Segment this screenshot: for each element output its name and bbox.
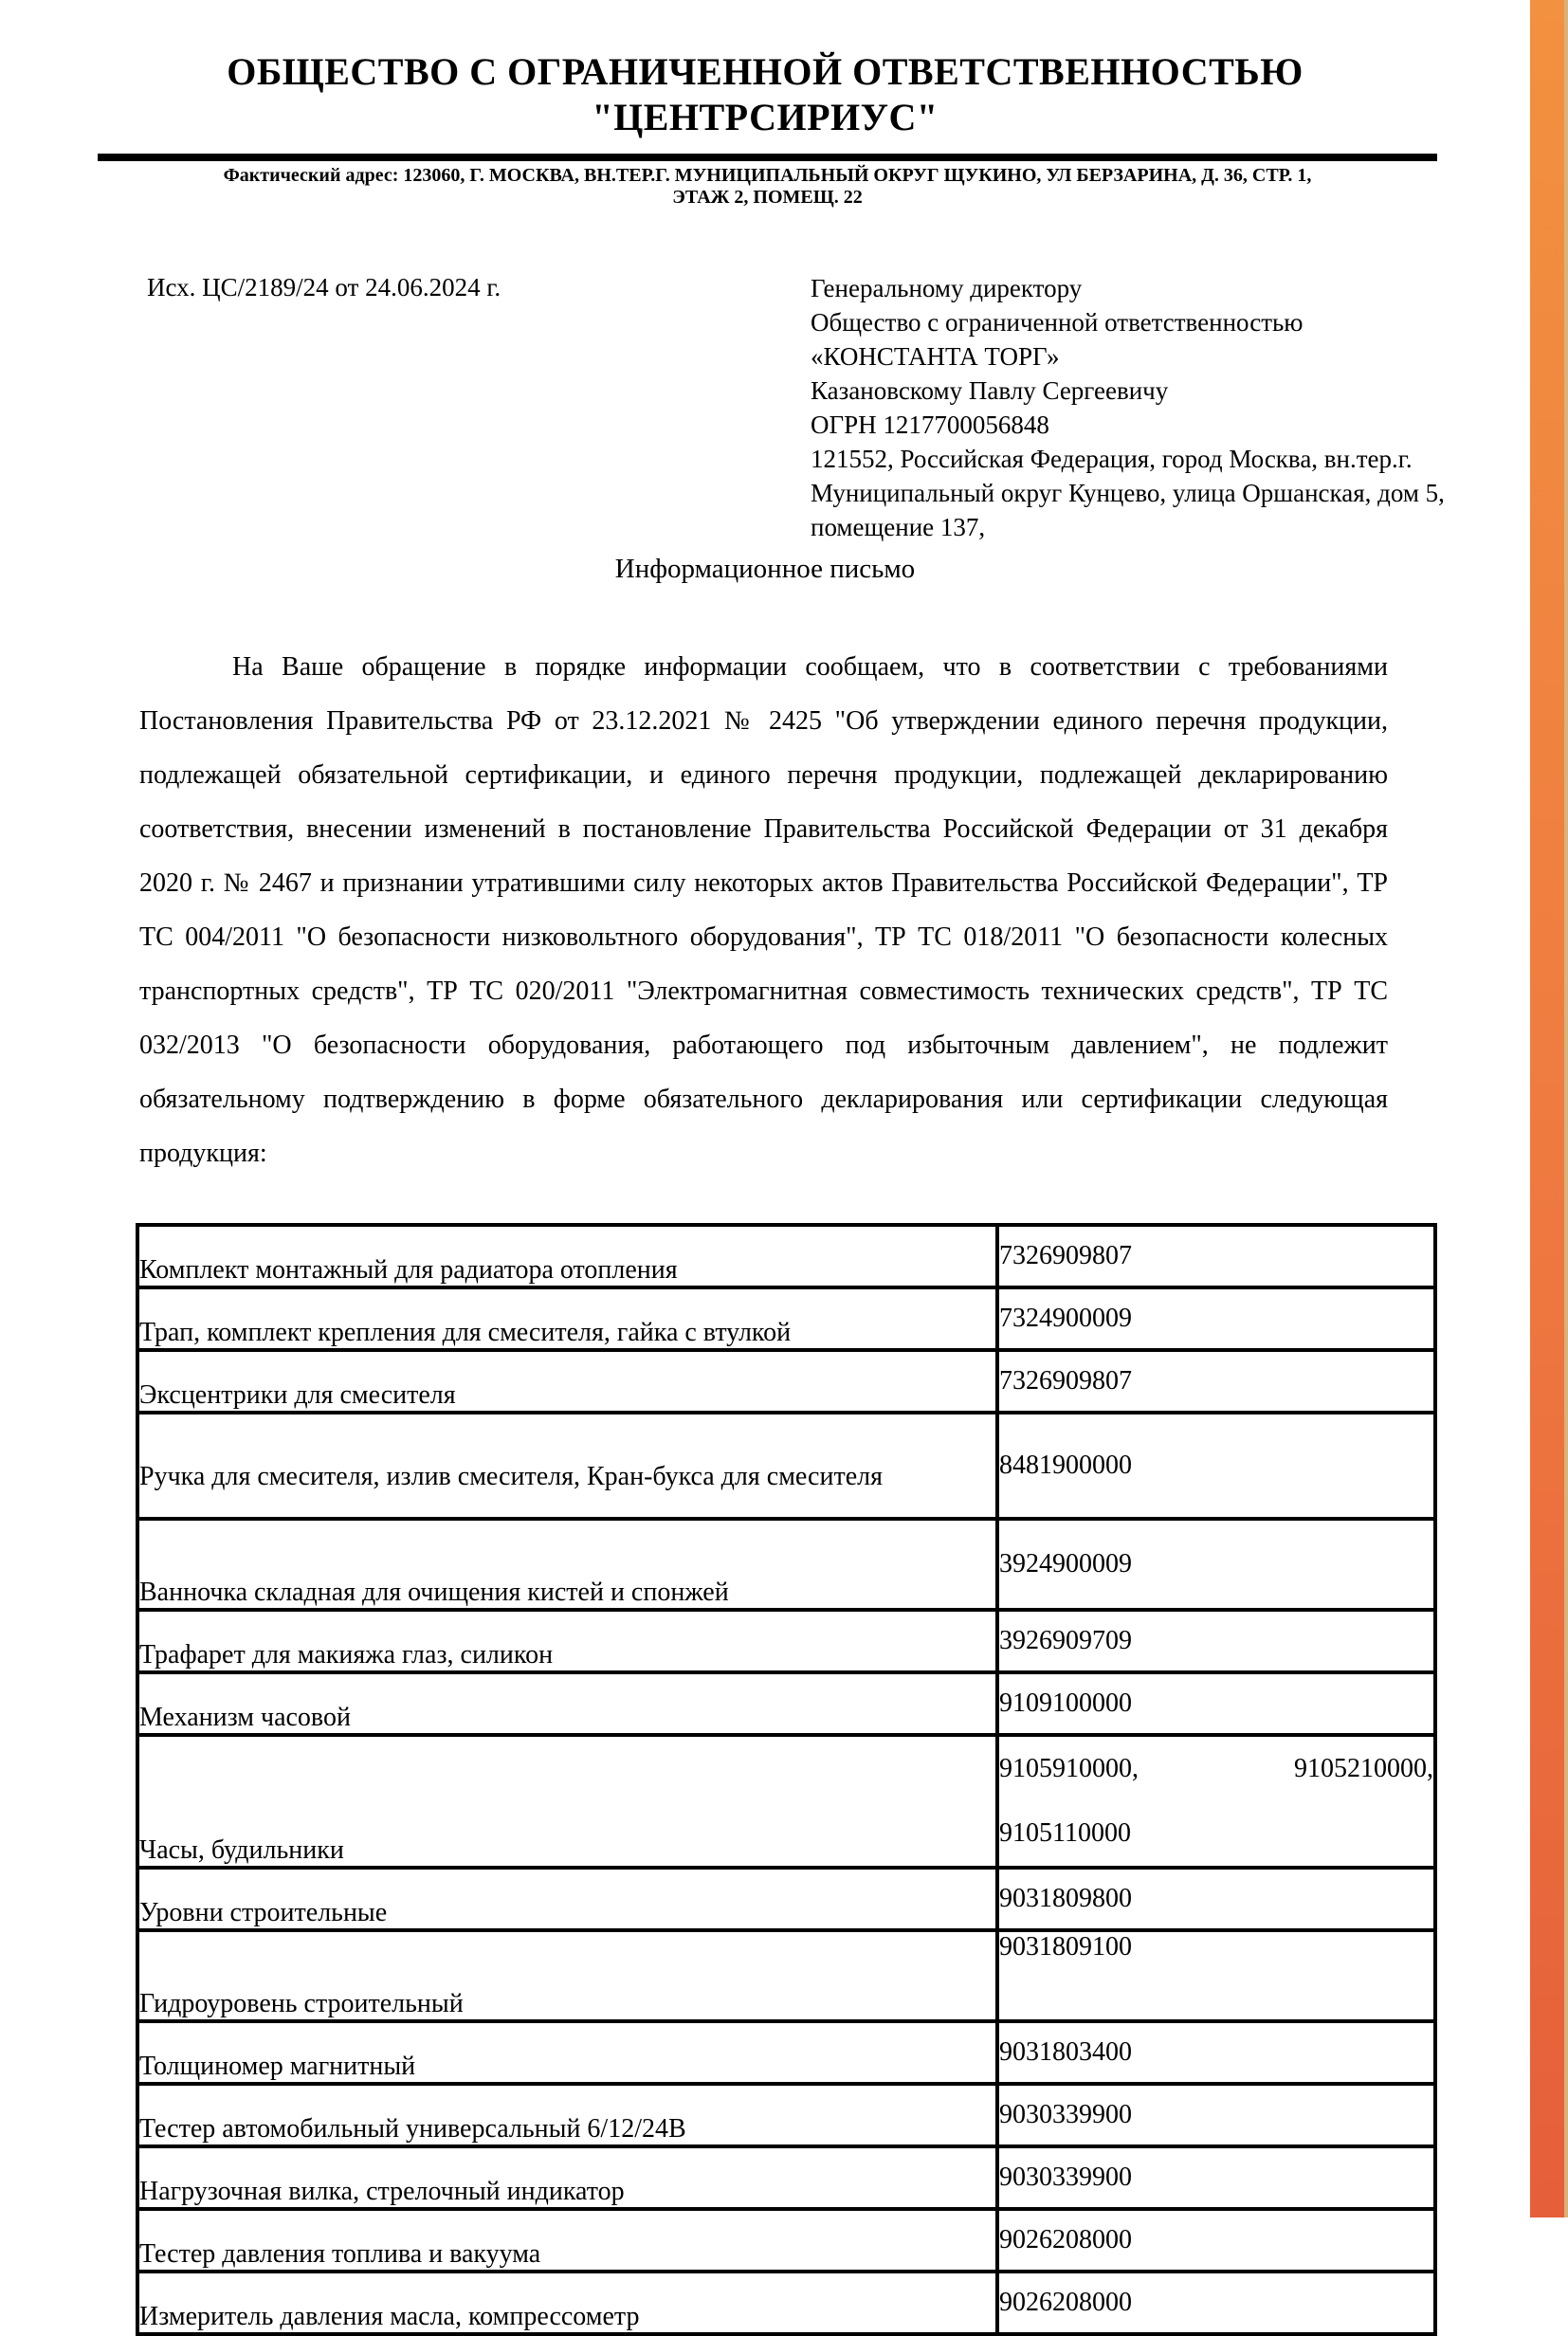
product-name: Механизм часовой xyxy=(137,1672,997,1735)
product-code: 9030339900 xyxy=(997,2146,1435,2209)
product-name: Ручка для смесителя, излив смесителя, Кран-букса для смесителя xyxy=(137,1413,997,1519)
recipient-line: ОГРН 1217700056848 xyxy=(811,411,1049,439)
recipient-line: Общество с ограниченной ответственностью xyxy=(811,308,1304,337)
product-code: 3924900009 xyxy=(997,1519,1435,1610)
letter-subject: Информационное письмо xyxy=(614,554,916,584)
product-code-part: 9105210000, xyxy=(1294,1754,1433,1783)
header-divider-rule xyxy=(98,154,1437,161)
table-row xyxy=(137,1519,1435,1610)
product-name: Измеритель давления масла, компрессометр xyxy=(137,2272,997,2334)
table-row xyxy=(137,2209,1435,2272)
product-code: 9109100000 xyxy=(997,1672,1435,1735)
product-code: 7324900009 xyxy=(997,1287,1435,1350)
product-code: 3926909709 xyxy=(997,1610,1435,1672)
product-name: Трафарет для макияжа глаз, силикон xyxy=(137,1610,997,1672)
recipient-block xyxy=(811,271,1474,544)
company-address-line1: Фактический адрес: 123060, Г. МОСКВА, ВН.ТЕР.Г. МУНИЦИПАЛЬНЫЙ ОКРУГ ЩУКИНО, УЛ БЕРЗАРИНА, Д. 36, СТР. 1, xyxy=(223,165,1312,186)
table-row xyxy=(137,2084,1435,2146)
table-row xyxy=(137,1413,1435,1519)
product-name: Часы, будильники xyxy=(137,1735,997,1868)
product-code: 9031809100 xyxy=(997,1930,1435,2021)
product-code: 9030339900 xyxy=(997,2084,1435,2146)
product-code xyxy=(997,1735,1435,1868)
table-row xyxy=(137,1225,1435,1287)
product-name: Комплект монтажный для радиатора отопления xyxy=(137,1225,997,1287)
page-accent-strip xyxy=(1530,0,1568,2217)
product-name: Тестер давления топлива и вакуума xyxy=(137,2209,997,2272)
table-row xyxy=(137,1930,1435,2021)
table-row xyxy=(137,1350,1435,1413)
product-name: Гидроуровень строительный xyxy=(137,1930,997,2021)
table-row xyxy=(137,1868,1435,1930)
product-name: Нагрузочная вилка, стрелочный индикатор xyxy=(137,2146,997,2209)
table-row xyxy=(137,1287,1435,1350)
table-row xyxy=(137,2021,1435,2084)
product-code: 9031803400 xyxy=(997,2021,1435,2084)
table-row xyxy=(137,1610,1435,1672)
recipient-line: Генеральному директору xyxy=(811,274,1083,302)
letter-body: На Ваше обращение в порядке информации сообщаем, что в соответствии с требованиями Постановления Правительства РФ от 23.12.2021 № 2425 "Об утверждении единого перечня продукции, подлежащей обязательной сертификации, и единого перечня продукции, подлежащей декларированию соответствия, внесении изменений в постановление Правительства Российской Федерации от 31 декабря 2020 г. № 2467 и признании утратившими силу некоторых актов Правительства Российской Федерации", ТР ТС 004/2011 "О безопасности низковольтного оборудования", ТР ТС 018/2011 "О безопасности колесных транспортных средств", ТР ТС 020/2011 "Электромагнитная совместимость технических средств", ТР ТС 032/2013 "О безопасности оборудования, работающего под избыточным давлением", не подлежит обязательному подтверждению в форме обязательного декларирования или сертификации следующая продукция: xyxy=(139,652,1388,1168)
product-code: 7326909807 xyxy=(997,1350,1435,1413)
products-table xyxy=(136,1223,1437,2336)
recipient-line: Муниципальный округ Кунцево, улица Оршанская, дом 5, xyxy=(811,479,1445,507)
product-code: 9026208000 xyxy=(997,2209,1435,2272)
recipient-line: «КОНСТАНТА ТОРГ» xyxy=(811,342,1060,371)
outgoing-reference: Исх. ЦС/2189/24 от 24.06.2024 г. xyxy=(147,273,501,301)
company-name-line2: "ЦЕНТРСИРИУС" xyxy=(592,96,939,138)
product-code: 9031809800 xyxy=(997,1868,1435,1930)
letter-meta xyxy=(0,271,1530,548)
product-code-part: 9105110000 xyxy=(999,1818,1131,1848)
product-name: Трап, комплект крепления для смесителя, гайка с втулкой xyxy=(137,1287,997,1350)
recipient-line: Казановскому Павлу Сергеевичу xyxy=(811,376,1169,405)
table-row xyxy=(137,2272,1435,2334)
page-accent-edge xyxy=(1564,0,1568,2217)
table-row xyxy=(137,1735,1435,1868)
company-address-line2: ЭТАЖ 2, ПОМЕЩ. 22 xyxy=(672,187,863,208)
product-name: Уровни строительные xyxy=(137,1868,997,1930)
company-name-line1: ОБЩЕСТВО С ОГРАНИЧЕННОЙ ОТВЕТСТВЕННОСТЬЮ xyxy=(227,50,1304,93)
table-row xyxy=(137,1672,1435,1735)
table-row xyxy=(137,2146,1435,2209)
recipient-line: 121552, Российская Федерация, город Москва, вн.тер.г. xyxy=(811,445,1413,473)
product-name: Эксцентрики для смесителя xyxy=(137,1350,997,1413)
product-name: Тестер автомобильный универсальный 6/12/24В xyxy=(137,2084,997,2146)
recipient-line: помещение 137, xyxy=(811,513,986,541)
product-name: Ванночка складная для очищения кистей и спонжей xyxy=(137,1519,997,1610)
product-code: 7326909807 xyxy=(997,1225,1435,1287)
product-code: 8481900000 xyxy=(997,1413,1435,1519)
product-name: Толщиномер магнитный xyxy=(137,2021,997,2084)
product-code-part: 9105910000, xyxy=(999,1754,1139,1783)
product-code: 9026208000 xyxy=(997,2272,1435,2334)
letterhead xyxy=(0,0,1530,209)
